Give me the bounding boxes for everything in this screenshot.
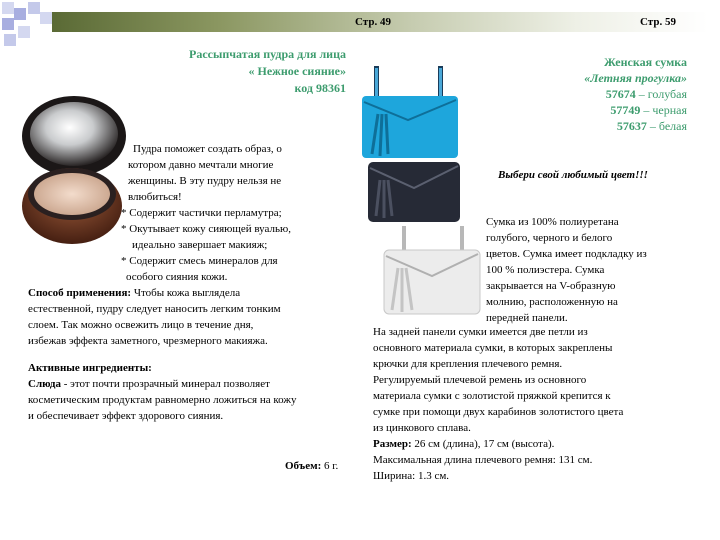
bag-black-image <box>366 160 462 226</box>
bag-blue-image <box>360 62 460 164</box>
powder-intro-cont: котором давно мечтали многие женщины. В эту пудру нельзя не влюбиться! <box>128 159 282 203</box>
powder-bullet-cont: идеально завершает макияж; <box>132 239 268 251</box>
compact-powder <box>34 173 110 215</box>
bag-back-panel: На задней панели сумки имеется две петли из основного материала сумки, в которых закреплены крючки для крепления плечевого ремня. Регулируемый плечевой ремень из основного материала сумки с золотистой пряжкой крепится к сумке при помощи двух карабинов золотистого цвета из цинкового сплава. Размер: 26 см (длина), 17 см (высота). Максимальная длина плечевого ремня: 131 см. Ширина: 1.3 см. <box>373 326 624 482</box>
powder-bullet-cont: особого сияния кожи. <box>126 271 228 283</box>
bag-slogan: Выбери свой любимый цвет!!! <box>498 169 648 181</box>
decor-square <box>40 12 52 24</box>
powder-volume: Объем: 6 г. <box>285 460 339 472</box>
bag-description: Сумка из 100% полиуретана голубого, черного и белого цветов. Сумка имеет подкладку из 100 % полиэстера. Сумка закрывается на V-образную молнию, расположенную на передней панели. <box>486 216 647 324</box>
powder-title: Рассыпчатая пудра для лица « Нежное сияние» код 98361 <box>188 47 346 95</box>
bag-white-image <box>380 224 484 320</box>
decor-square <box>2 18 14 30</box>
decor-square <box>2 2 14 14</box>
page-number-right: Стр. 59 <box>640 16 676 28</box>
powder-ingredients: Активные ингредиенты: Слюда - этот почти прозрачный минерал позволяет косметическим продуктам равномерно ложиться на кожу и обеспечивает эффект здорового сияния. <box>28 362 297 422</box>
powder-intro: Пудра поможет создать образ, о <box>133 143 282 155</box>
powder-usage: Способ применения: Чтобы кожа выглядела естественной, пудру следует наносить легким тонким слоем. Так можно освежить лицо в течение дня, избежав эффекта заметного, чрезмерного макияжа. <box>28 287 281 347</box>
decor-square <box>14 8 26 20</box>
page-number-left: Стр. 49 <box>355 16 391 28</box>
compact-mirror <box>30 102 118 166</box>
powder-compact-image <box>20 94 130 252</box>
powder-bullet: * Содержит смесь минералов для <box>121 255 278 267</box>
bag-title: Женская сумка «Летняя прогулка» 57674 – голубая 57749 – черная 57637 – белая <box>584 55 687 133</box>
powder-bullet: * Содержит частички перламутра; * Окутывает кожу сияющей вуалью, <box>121 207 291 235</box>
decor-square <box>4 34 16 46</box>
decor-square <box>28 2 40 14</box>
decor-square <box>18 26 30 38</box>
